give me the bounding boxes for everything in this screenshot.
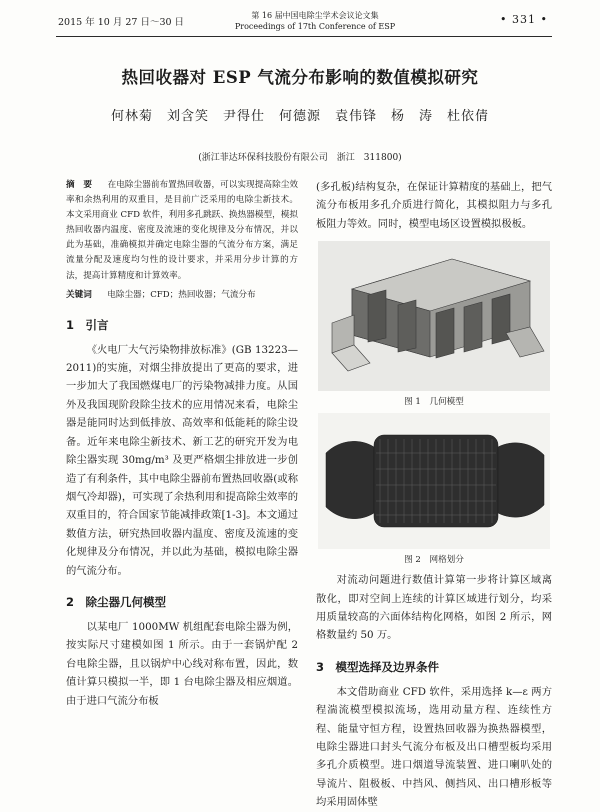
affiliation: (浙江菲达环保科技股份有限公司 浙江 311800) (198, 153, 402, 163)
author-list: 何林菊 刘含笑 尹得仕 何德源 袁伟锋 杨 涛 杜依倩 (110, 109, 489, 124)
header-rule (56, 36, 552, 37)
header-proceedings (230, 10, 400, 32)
figure-1-caption: 图 1 几何模型 (404, 397, 464, 408)
abstract (66, 178, 298, 284)
intro-paragraph: 《火电厂大气污染物排放标准》(GB 13223—2011)的实施，对烟尘排放提出了更高的要求，进一步加大了我国燃煤电厂的污染物减排力度。从国外及我国现阶段除尘技术的应用情况来看，电除尘器是能同时达到低排放、高效率和低能耗的除尘设备。近年来电除尘新技术、新工艺的研究开发为电除尘器实现 30mg/m³ 及更严格烟尘排放进一步创造了有利条件，其中电除尘器前布置热回收器(或称烟气冷却器)，可实现了余热利用和提高除尘效率的双重目的，符合国家节能减排政策[1-3]。本文通过数值方法，研究热回收器内温度、密度及流速的变化规律及分布情况，并以此为基础，模拟电除尘器的气流分布。 (66, 343, 298, 577)
left-column (66, 178, 298, 710)
section-heading-model: 3 模型选择及边界条件 (316, 659, 440, 674)
figure-mesh (318, 413, 550, 549)
header-page-number: • 331 • (500, 13, 548, 26)
keywords-text: 电除尘器；CFD；热回收器；气流分布 (107, 289, 256, 300)
figure-2-caption: 图 2 网格划分 (404, 555, 464, 566)
mesh-drawing (318, 413, 550, 549)
header-date: 2015 年 10 月 27 日～30 日 (58, 17, 185, 28)
paper-title: 热回收器对 ESP 气流分布影响的数值模拟研究 (121, 68, 479, 87)
header-proceedings-cn: 第 16 届中国电除尘学术会议论文集 (251, 11, 379, 20)
model-paragraph: 本文借助商业 CFD 软件，采用选择 k—ε 两方程湍流模型模拟流场，选用动量方程、连续性方程、能量守恒方程，设置热回收器为换热器模型，电除尘器进口封头气流分布板及出口槽型板均采用多孔介质模型。进口烟道导流装置、进口喇叭处的导流片、阻极板、中挡风、侧挡风、出口槽形板等均采用固体壁 (316, 685, 552, 809)
figure-geometry-model (318, 241, 550, 391)
keywords (66, 288, 298, 303)
geometry-model-drawing (318, 241, 550, 391)
mesh-paragraph: 对流动问题进行数值计算第一步将计算区域离散化，即对空间上连续的计算区域进行划分，均采用质量较高的六面体结构化网格，如图 2 所示，网格数量约 50 万。 (316, 574, 552, 642)
abstract-label: 摘 要 (66, 180, 92, 190)
keywords-label: 关键词 (66, 289, 92, 300)
section-heading-geometry: 2 除尘器几何模型 (66, 594, 167, 609)
right-column (316, 178, 552, 812)
geometry-paragraph-continued: (多孔板)结构复杂，在保证计算精度的基础上，把气流分布板用多孔介质进行简化，其模拟阻力与多孔板阻力等效。同时，模型电场区设置模拟极板。 (316, 181, 552, 230)
abstract-text: 在电除尘器前布置热回收器，可以实现提高除尘效率和余热利用的双重目，是目前广泛采用的电除尘新技术。本文采用商业 CFD 软件，利用多孔跳跃、换热器模型，模拟热回收器内温度、密度及流速的变化规律及分布情况，并以此为基础，准确模拟并确定电除尘器的气流分布方案，满足流量分配及速度均匀性的设计要求，并采用分步计算的方法，提高计算精度和计算效率。 (66, 180, 298, 281)
geometry-paragraph: 以某电厂 1000MW 机组配套电除尘器为例，按实际尺寸建模如图 1 所示。由于一套锅炉配 2 台电除尘器，且以锅炉中心线对称布置，因此，数值计算只模拟一半，即 1 台电除尘器及相应烟道。由于进口气流分布板 (66, 620, 298, 707)
section-heading-intro: 1 引言 (66, 317, 109, 332)
header-proceedings-en: Proceedings of 17th Conference of ESP (234, 22, 396, 31)
